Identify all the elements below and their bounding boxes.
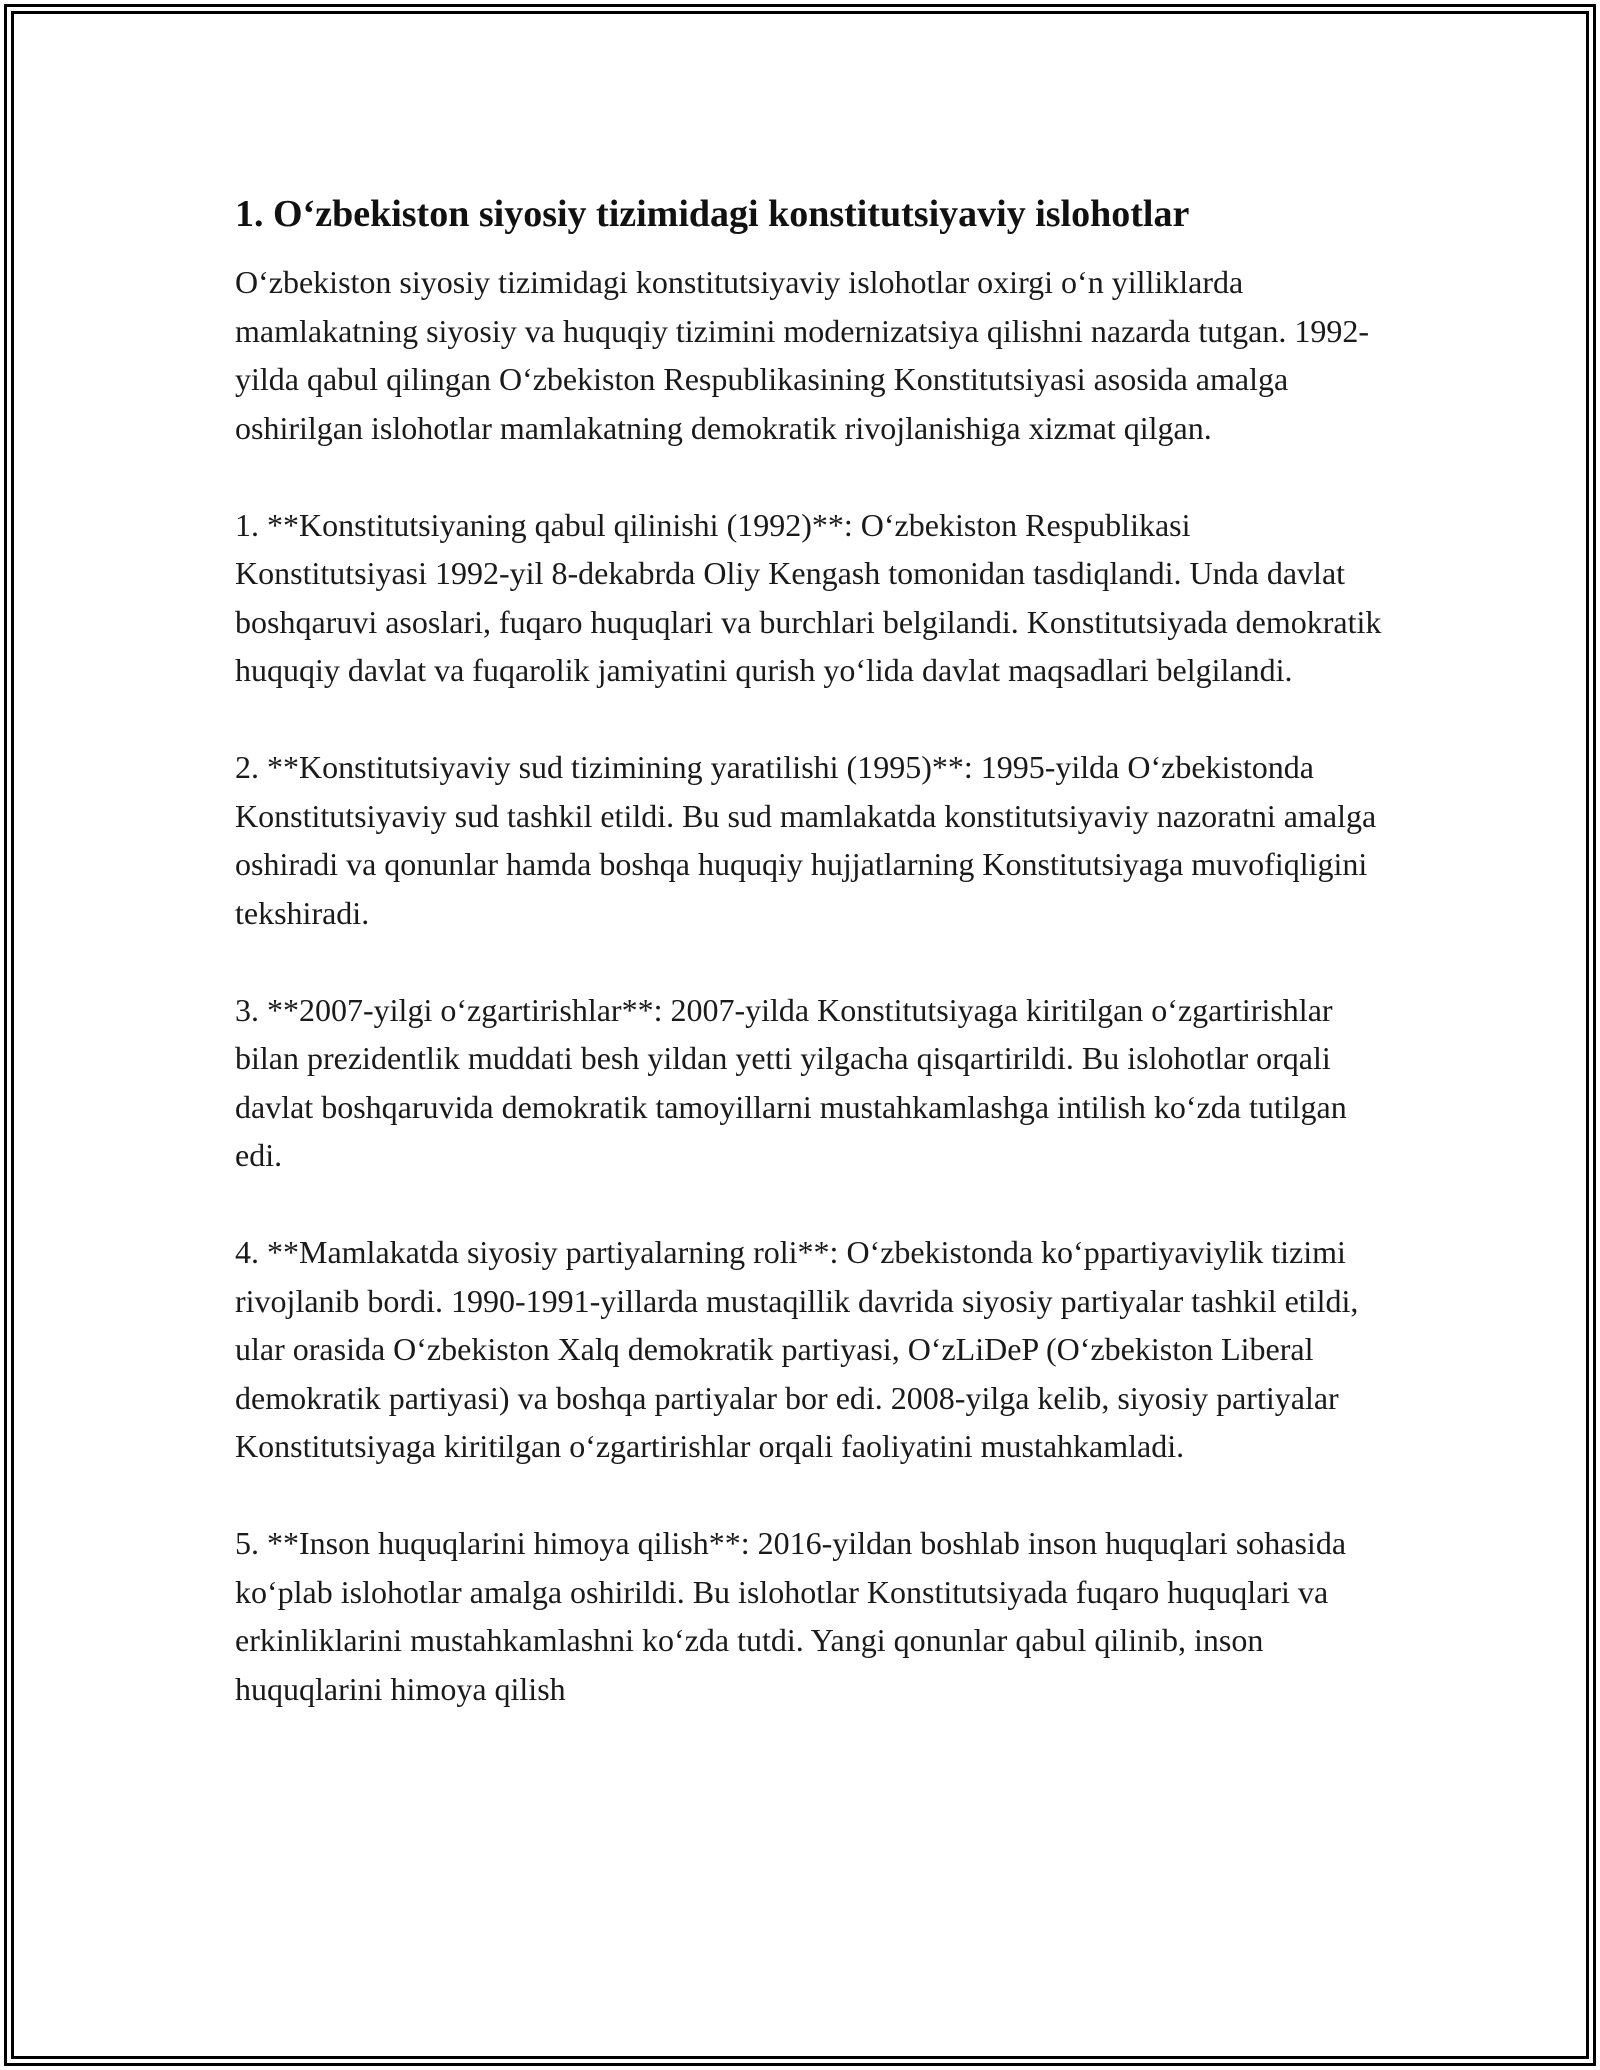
document-title: 1. O‘zbekiston siyosiy tizimidagi konstitutsiyaviy islohotlar	[235, 193, 1190, 235]
list-item-2: 2. **Konstitutsiyaviy sud tizimining yaratilishi (1995)**: 1995-yilda O‘zbekistonda Konstitutsiyaviy sud tashkil etildi. Bu sud mamlakatda konstitutsiyaviy nazoratni amalga oshiradi va qonunlar hamda boshqa huquqiy hujjatlarning Konstitutsiyaga muvofiqligini tekshiradi.	[235, 749, 1377, 931]
list-item-5: 5. **Inson huquqlarini himoya qilish**: 2016-yildan boshlab inson huquqlari sohasida ko‘plab islohotlar amalga oshirildi. Bu islohotlar Konstitutsiyada fuqaro huquqlari va erkinliklarini mustahkamlashni ko‘zda tutdi. Yangi qonunlar qabul qilinib, inson huquqlarini himoya qilish	[235, 1525, 1347, 1707]
list-item-1: 1. **Konstitutsiyaning qabul qilinishi (1992)**: O‘zbekiston Respublikasi Konstitutsiyasi 1992-yil 8-dekabrda Oliy Kengash tomonidan tasdiqlandi. Unda davlat boshqaruvi asoslari, fuqaro huquqlari va burchlari belgilandi. Konstitutsiyada demokratik huquqiy davlat va fuqarolik jamiyatini qurish yo‘lida davlat maqsadlari belgilandi.	[235, 506, 1382, 688]
list-item-3: 3. **2007-yilgi o‘zgartirishlar**: 2007-yilda Konstitutsiyaga kiritilgan o‘zgartirishlar bilan prezidentlik muddati besh yildan yetti yilgacha qisqartirildi. Bu islohotlar orqali davlat boshqaruvida demokratik tamoyillarni mustahkamlashga intilish ko‘zda tutilgan edi.	[235, 991, 1347, 1173]
list-item-4: 4. **Mamlakatda siyosiy partiyalarning roli**: O‘zbekistonda ko‘ppartiyaviylik tizimi rivojlanib bordi. 1990-1991-yillarda mustaqillik davrida siyosiy partiyalar tashkil etildi, ular orasida O‘zbekiston Xalq demokratik partiyasi, O‘zLiDeP (O‘zbekiston Liberal demokratik partiyasi) va boshqa partiyalar bor edi. 2008-yilga kelib, siyosiy partiyalar Konstitutsiyaga kiritilgan o‘zgartirishlar orqali faoliyatini mustahkamladi.	[235, 1234, 1359, 1464]
intro-paragraph: O‘zbekiston siyosiy tizimidagi konstitutsiyaviy islohotlar oxirgi o‘n yilliklarda mamlakatning siyosiy va huquqiy tizimini modernizatsiya qilishni nazarda tutgan. 1992-yilda qabul qilingan O‘zbekiston Respublikasining Konstitutsiyasi asosida amalga oshirilgan islohotlar mamlakatning demokratik rivojlanishiga xizmat qilgan.	[235, 264, 1369, 446]
document-body	[235, 188, 1385, 1713]
